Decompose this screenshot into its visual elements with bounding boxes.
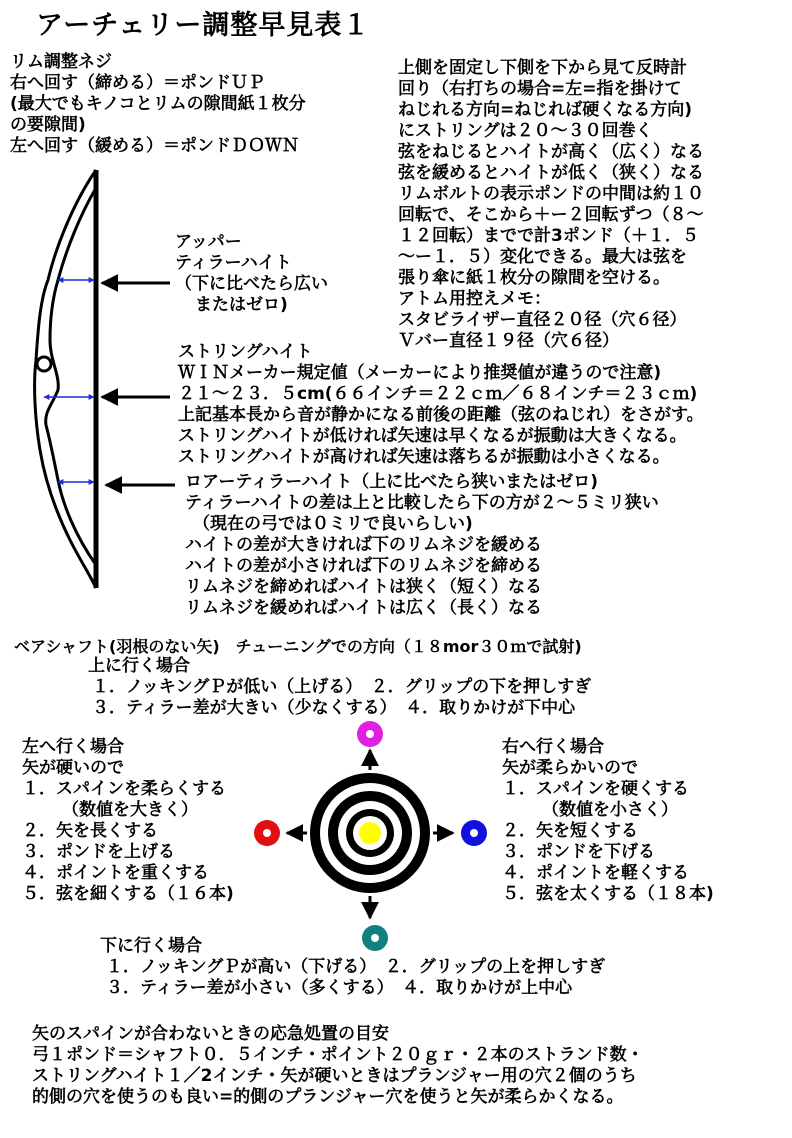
right-case	[502, 737, 714, 905]
note-line: ３．ポンドを下げる	[502, 842, 655, 862]
note-line: にストリングは２０～３０回巻く	[398, 121, 653, 141]
note-line: １２回転）までで計3ポンド（＋１．５	[398, 226, 699, 246]
note-line: 矢のスパインが合わないときの応急処置の目安	[32, 1024, 389, 1044]
note-line: １．ノッキングＰが低い（上げる） ２．グリップの下を押しすぎ	[92, 677, 592, 697]
up-marker-hole	[366, 730, 374, 738]
bow-limb-inner	[46, 188, 96, 565]
note-line: の要隙間)	[10, 115, 86, 135]
note-line: (最大でもキノコとリムの隙間紙１枚分	[10, 94, 306, 114]
lower-tiller-notes	[185, 472, 659, 619]
note-line: 矢が柔らかいので	[502, 758, 638, 778]
note-line: ５．弦を太くする（１８本)	[502, 884, 714, 904]
note-line: 弦を緩めるとハイトが低く（狭く）なる	[398, 163, 704, 183]
note-line: ティラーハイトの差は上と比較したら下の方が２～５ミリ狭い	[185, 493, 659, 513]
note-line: （下に比べたら広い	[175, 274, 328, 294]
note-line: 左へ行く場合	[22, 737, 124, 757]
note-line: ストリングハイト１／2インチ・矢が硬いときはプランジャー用の穴２個のうち	[32, 1066, 637, 1086]
note-line: ロアーティラーハイト（上に比べたら狭いまたはゼロ)	[185, 472, 599, 492]
right-marker-hole	[470, 829, 478, 837]
bare-shaft-target	[254, 721, 487, 951]
note-line: 回転で、そこから＋ー２回転ずつ（８～	[398, 205, 704, 225]
note-line: アッパー	[175, 232, 242, 252]
target-center	[359, 822, 381, 844]
left-marker-hole	[263, 829, 271, 837]
note-line: 上記基本長から音が静かになる前後の距離（弦のねじれ）をさがす。	[178, 405, 704, 425]
limb-bolt-notes	[10, 52, 306, 157]
note-line: ５．弦を細くする（１６本)	[22, 884, 234, 904]
note-line: リムボルトの表示ポンドの中間は約１０	[398, 184, 704, 204]
note-line: 右へ行く場合	[502, 737, 604, 757]
note-line: ＷＩＮメーカー規定値（メーカーにより推奨値が違うので注意)	[178, 363, 662, 383]
note-line: リムネジを締めればハイトは狭く（短く）なる	[185, 577, 542, 597]
bow-illustration	[35, 170, 175, 588]
down-case	[100, 936, 605, 999]
note-line: （現在の弓では０ミリで良いらしい)	[193, 514, 473, 534]
page-title: アーチェリー調整早見表１	[36, 10, 371, 41]
note-line: ３．ポンドを上げる	[22, 842, 175, 862]
left-case	[22, 737, 234, 905]
note-line: ３．ティラー差が大きい（少なくする） ４．取りかけが下中心	[92, 698, 576, 718]
note-line: アトム用控えメモ：	[398, 289, 551, 309]
note-line: ２１～２３．５cm(６６インチ＝２２ｃｍ／６８インチ＝２３ｃｍ)	[178, 384, 698, 404]
note-line: ～ー１．５）変化できる。最大は弦を	[398, 247, 687, 267]
note-line: 回り（右打ちの場合=左=指を掛けて	[398, 79, 682, 99]
note-line: リムネジを緩めればハイトは広く（長く）なる	[185, 598, 542, 618]
note-line: 弓１ポンド＝シャフト０．５インチ・ポイント２０ｇｒ・２本のストランド数・	[32, 1045, 644, 1065]
note-line: ねじれる方向=ねじれば硬くなる方向)	[398, 100, 693, 120]
note-line: ストリングハイトが低ければ矢速は早くなるが振動は大きくなる。	[178, 426, 687, 446]
upper-tiller-label	[175, 232, 328, 316]
note-line: 右へ回す（締める）＝ポンドＵＰ	[10, 73, 265, 93]
note-line: ハイトの差が大きければ下のリムネジを緩める	[185, 535, 542, 555]
note-line: ２．矢を短くする	[502, 821, 638, 841]
note-line: ４．ポイントを軽くする	[502, 863, 689, 883]
note-line: 矢が硬いので	[22, 758, 124, 778]
note-line: リム調整ネジ	[10, 52, 112, 72]
note-line: ストリングハイトが高ければ矢速は落ちるが振動は小さくなる。	[178, 447, 670, 467]
note-line: （数値を大きく）	[62, 800, 198, 820]
note-line: スタビライザー直径２０径（穴６径）	[398, 310, 687, 330]
bow-sight-hole	[37, 357, 51, 371]
note-line: ４．ポイントを重くする	[22, 863, 209, 883]
note-line: ハイトの差が小さければ下のリムネジを締める	[185, 556, 542, 576]
note-line: 張り傘に紙１枚分の隙間を空ける。	[398, 268, 670, 288]
note-line: 的側の穴を使うのも良い=的側のプランジャー穴を使うと矢が柔らかくなる。	[32, 1087, 624, 1107]
note-line: ティラーハイト	[175, 253, 292, 273]
note-line: （数値を小さく）	[542, 800, 678, 820]
note-line: １．スパインを硬くする	[502, 779, 689, 799]
note-line: ３．ティラー差が小さい（多くする） ４．取りかけが上中心	[106, 978, 573, 998]
note-line: Ｖバー直径１９径（穴６径）	[398, 331, 619, 351]
note-line: １．ノッキングＰが高い（下げる） ２．グリップの上を押しすぎ	[106, 957, 606, 977]
note-line: 弦をねじるとハイトが高く（広く）なる	[398, 142, 704, 162]
note-line: ストリングハイト	[178, 342, 313, 362]
note-line: 下に行く場合	[100, 936, 202, 956]
note-line: １．スパインを柔らくする	[22, 779, 226, 799]
bow-limb-outer	[35, 170, 96, 588]
note-line: 左へ回す（緩める）＝ポンドＤＯＷＮ	[10, 136, 299, 156]
up-case	[88, 656, 591, 719]
string-notes	[398, 58, 704, 352]
note-line: 上側を固定し下側を下から見て反時計	[398, 58, 687, 78]
note-line: 上に行く場合	[88, 656, 190, 676]
note-line: ２．矢を長くする	[22, 821, 158, 841]
string-height-notes	[178, 342, 704, 468]
note-line: またはゼロ)	[195, 295, 288, 315]
bare-shaft-heading: ベアシャフト(羽根のない矢) チューニングでの方向（１８mor３０ｍで試射)	[14, 637, 582, 656]
emergency-notes	[32, 1024, 644, 1108]
